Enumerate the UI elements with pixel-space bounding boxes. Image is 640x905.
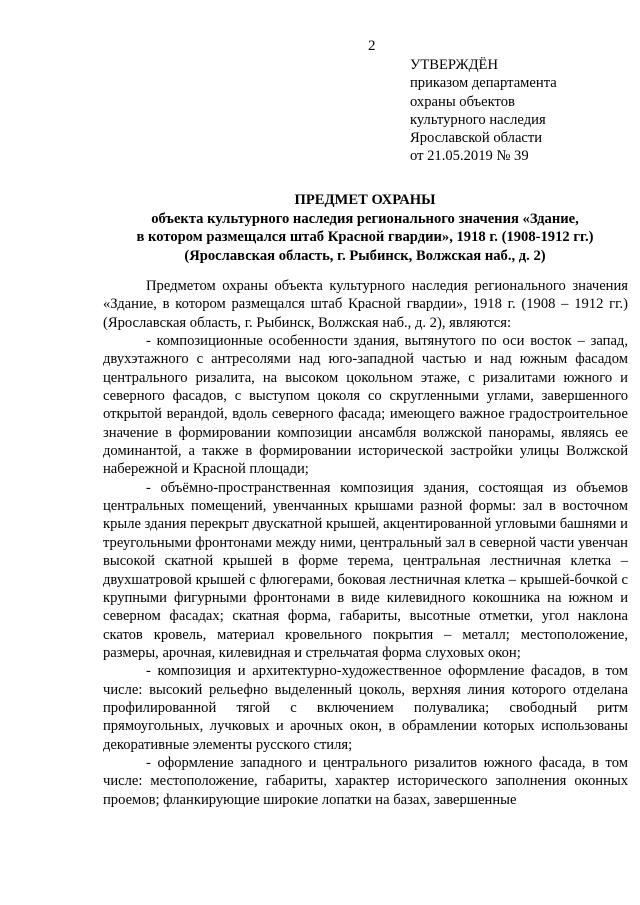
approval-stamp-block xyxy=(410,56,557,166)
document-heading xyxy=(100,191,630,265)
approval-department-line-1: охраны объектов xyxy=(410,93,515,110)
item-composition-features: - композиционные особенности здания, вытянутого по оси восток – запад, двухэтажного с антресолями над юго-западной частью и над южным фасадом центрального ризалита, на высоком цокольном этаже, с ризалитами южного и северного фасадов, с выступом цоколя со скругленными углами, завершенного открытой верандой, вдоль северного фасада; имеющего важное градостроительное значение в формировании композиции ансамбля волжской панорамы, являясь ее доминантой, а также в формировании исторической застройки улицы Волжской набережной и Красной площади; xyxy=(103,333,628,478)
document-title: ПРЕДМЕТ ОХРАНЫ xyxy=(294,192,436,208)
item-south-facade-risalits: - оформление западного и центрального ризалитов южного фасада, в том числе: местоположение, габариты, характер исторического заполнения оконных проемов; фланкирующие широкие лопатки на базах, завершенные xyxy=(103,754,628,808)
item-facade-decoration: - композиция и архитектурно-художественное оформление фасадов, в том числе: высокий рельефно выделенный цоколь, верхняя линия которого отделана профилированной тягой с включением полувалика; свободный ритм прямоугольных, лучковых и арочных окон, в обрамлении которых использованы декоративные элементы русского стиля; xyxy=(103,663,628,753)
approval-department-line-2: культурного наследия xyxy=(410,111,546,128)
document-body xyxy=(103,277,628,809)
intro-paragraph: Предметом охраны объекта культурного наследия регионального значения «Здание, в котором размещался штаб Красной гвардии», 1918 г. (1908 – 1912 гг.) (Ярославская область, г. Рыбинск, Волжская наб., д. 2), являются: xyxy=(103,278,628,331)
approval-order-line: приказом департамента xyxy=(410,75,557,92)
approval-date-number: от 21.05.2019 № 39 xyxy=(410,148,529,165)
item-volume-spatial-composition: - объёмно-пространственная композиция здания, состоящая из объемов центральных помещений, увенчанных крышами разной формы: зал в восточном крыле здания перекрыт двускатной крышей, акцентированной угловыми башнями и треугольными фронтонами между ними, центральный зал в северной части увенчан высокой скатной крышей в форме терема, центральная лестничная клетка – двухшатровой крышей с флюгерами, боковая лестничная клетка – крышей-бочкой с крупными фигурными фронтонами в виде килевидного кокошника на южном и северном фасадах; скатная форма, габариты, высотные отметки, угол наклона скатов кровель, материал кровельного покрытия – металл; местоположение, размеры, арочная, килевидная и стрельчатая форма слуховых окон; xyxy=(103,479,628,661)
document-subtitle-line-1: объекта культурного наследия регионального значения «Здание, xyxy=(151,210,579,227)
approval-region-line: Ярославской области xyxy=(410,130,543,147)
page-number: 2 xyxy=(368,38,376,54)
document-subtitle-line-3: (Ярославская область, г. Рыбинск, Волжская наб., д. 2) xyxy=(184,247,546,264)
document-subtitle-line-2: в котором размещался штаб Красной гвардии», 1918 г. (1908-1912 гг.) xyxy=(136,229,594,245)
approval-status: УТВЕРЖДЁН xyxy=(410,57,498,73)
